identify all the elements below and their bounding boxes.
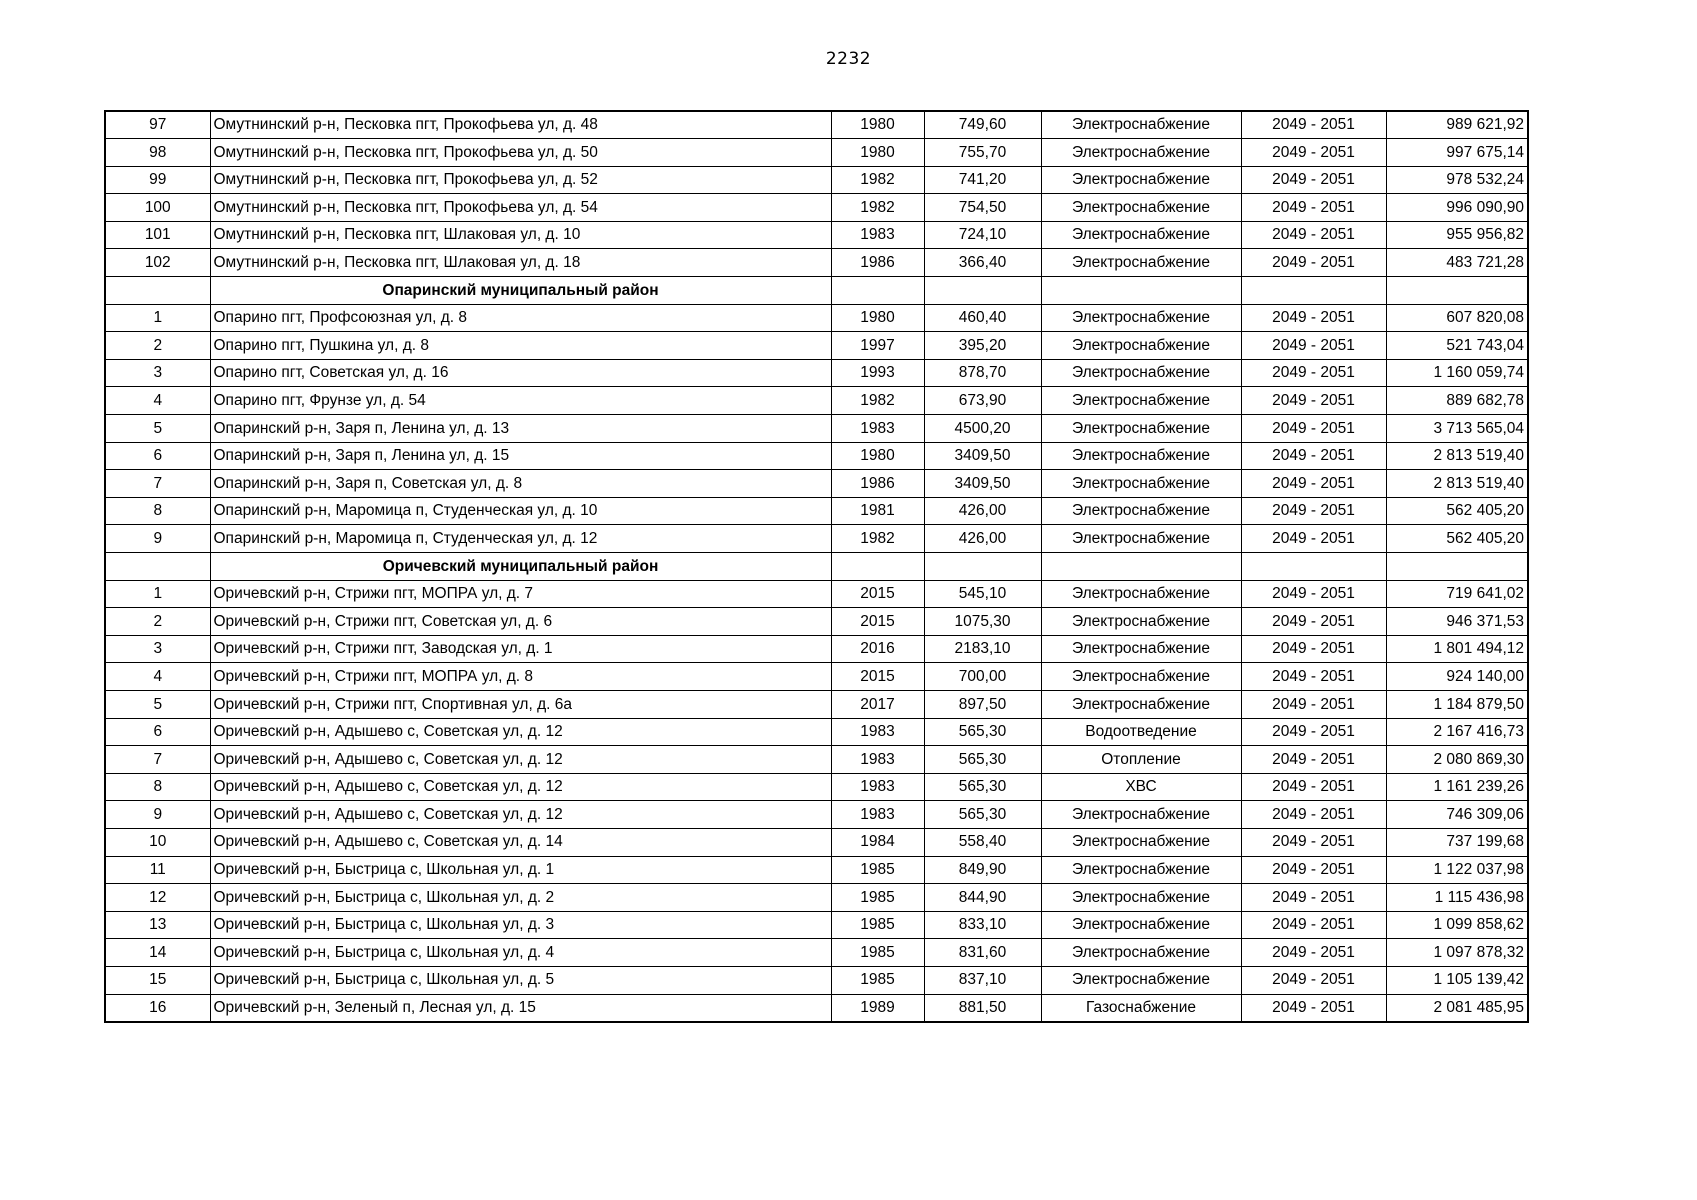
table-row [105, 249, 1528, 277]
work-type-cell: Электроснабжение [1041, 497, 1241, 525]
cost-cell: 1 097 878,32 [1386, 939, 1528, 967]
period-cell [1241, 553, 1386, 581]
cost-cell: 2 813 519,40 [1386, 470, 1528, 498]
row-number-cell: 1 [105, 304, 210, 332]
table-row [105, 415, 1528, 443]
year-built-cell: 1980 [831, 442, 924, 470]
area-cell: 881,50 [924, 994, 1041, 1022]
year-built-cell: 1982 [831, 525, 924, 553]
address-cell: Оричевский р-н, Стрижи пгт, Заводская ул, д. 1 [210, 635, 831, 663]
cost-cell: 562 405,20 [1386, 525, 1528, 553]
address-cell: Оричевский р-н, Быстрица с, Школьная ул, д. 5 [210, 966, 831, 994]
cost-cell: 737 199,68 [1386, 828, 1528, 856]
period-cell: 2049 - 2051 [1241, 194, 1386, 222]
area-cell: 558,40 [924, 828, 1041, 856]
work-type-cell: Электроснабжение [1041, 332, 1241, 360]
work-type-cell: Отопление [1041, 746, 1241, 774]
cost-cell: 996 090,90 [1386, 194, 1528, 222]
table-body [105, 111, 1528, 1022]
work-type-cell: Электроснабжение [1041, 635, 1241, 663]
address-cell: Опаринский р-н, Маромица п, Студенческая ул, д. 10 [210, 497, 831, 525]
cost-cell: 1 105 139,42 [1386, 966, 1528, 994]
table-row [105, 939, 1528, 967]
address-cell: Опарино пгт, Фрунзе ул, д. 54 [210, 387, 831, 415]
row-number-cell: 10 [105, 828, 210, 856]
cost-cell: 946 371,53 [1386, 608, 1528, 636]
address-cell: Оричевский р-н, Адышево с, Советская ул, д. 12 [210, 801, 831, 829]
work-type-cell: Электроснабжение [1041, 525, 1241, 553]
period-cell: 2049 - 2051 [1241, 746, 1386, 774]
table-row [105, 828, 1528, 856]
cost-cell: 2 080 869,30 [1386, 746, 1528, 774]
table-row [105, 525, 1528, 553]
address-cell: Оричевский р-н, Адышево с, Советская ул, д. 12 [210, 746, 831, 774]
row-number-cell: 6 [105, 718, 210, 746]
work-type-cell: Электроснабжение [1041, 249, 1241, 277]
address-cell: Оричевский р-н, Адышево с, Советская ул, д. 12 [210, 773, 831, 801]
row-number-cell: 13 [105, 911, 210, 939]
work-type-cell: Электроснабжение [1041, 359, 1241, 387]
year-built-cell: 1984 [831, 828, 924, 856]
address-cell: Опарино пгт, Советская ул, д. 16 [210, 359, 831, 387]
row-number-cell: 4 [105, 387, 210, 415]
row-number-cell: 9 [105, 525, 210, 553]
table-row [105, 359, 1528, 387]
period-cell: 2049 - 2051 [1241, 470, 1386, 498]
area-cell: 837,10 [924, 966, 1041, 994]
row-number-cell: 11 [105, 856, 210, 884]
cost-cell: 997 675,14 [1386, 139, 1528, 167]
year-built-cell: 1985 [831, 856, 924, 884]
work-type-cell: Электроснабжение [1041, 580, 1241, 608]
work-type-cell: Электроснабжение [1041, 166, 1241, 194]
cost-cell: 2 167 416,73 [1386, 718, 1528, 746]
row-number-cell: 8 [105, 773, 210, 801]
work-type-cell: Водоотведение [1041, 718, 1241, 746]
row-number-cell: 101 [105, 221, 210, 249]
period-cell: 2049 - 2051 [1241, 415, 1386, 443]
year-built-cell: 2016 [831, 635, 924, 663]
period-cell: 2049 - 2051 [1241, 442, 1386, 470]
table-row [105, 856, 1528, 884]
year-built-cell: 1981 [831, 497, 924, 525]
table-row [105, 139, 1528, 167]
row-number-cell: 97 [105, 111, 210, 139]
area-cell: 849,90 [924, 856, 1041, 884]
cost-cell: 1 801 494,12 [1386, 635, 1528, 663]
area-cell [924, 277, 1041, 305]
table-row [105, 635, 1528, 663]
year-built-cell: 1983 [831, 773, 924, 801]
address-cell: Оричевский р-н, Стрижи пгт, Советская ул, д. 6 [210, 608, 831, 636]
year-built-cell: 1986 [831, 249, 924, 277]
cost-cell: 746 309,06 [1386, 801, 1528, 829]
area-cell: 755,70 [924, 139, 1041, 167]
cost-cell: 1 160 059,74 [1386, 359, 1528, 387]
address-cell: Оричевский р-н, Быстрица с, Школьная ул, д. 3 [210, 911, 831, 939]
cost-cell: 3 713 565,04 [1386, 415, 1528, 443]
table-row [105, 470, 1528, 498]
table-row [105, 442, 1528, 470]
row-number-cell [105, 277, 210, 305]
cost-cell: 978 532,24 [1386, 166, 1528, 194]
table-row [105, 690, 1528, 718]
period-cell: 2049 - 2051 [1241, 966, 1386, 994]
area-cell: 878,70 [924, 359, 1041, 387]
work-type-cell: Электроснабжение [1041, 966, 1241, 994]
row-number-cell: 98 [105, 139, 210, 167]
area-cell: 426,00 [924, 525, 1041, 553]
period-cell: 2049 - 2051 [1241, 387, 1386, 415]
table-row [105, 663, 1528, 691]
area-cell: 545,10 [924, 580, 1041, 608]
row-number-cell: 9 [105, 801, 210, 829]
year-built-cell: 1985 [831, 966, 924, 994]
area-cell: 460,40 [924, 304, 1041, 332]
period-cell: 2049 - 2051 [1241, 663, 1386, 691]
period-cell: 2049 - 2051 [1241, 801, 1386, 829]
year-built-cell: 1980 [831, 111, 924, 139]
area-cell: 754,50 [924, 194, 1041, 222]
cost-cell: 2 813 519,40 [1386, 442, 1528, 470]
table-row [105, 221, 1528, 249]
work-type-cell: Электроснабжение [1041, 663, 1241, 691]
row-number-cell: 7 [105, 470, 210, 498]
work-type-cell [1041, 277, 1241, 305]
year-built-cell: 1982 [831, 194, 924, 222]
page-number: 2232 [825, 49, 872, 69]
cost-cell: 483 721,28 [1386, 249, 1528, 277]
year-built-cell: 1985 [831, 884, 924, 912]
row-number-cell: 6 [105, 442, 210, 470]
year-built-cell: 1985 [831, 939, 924, 967]
period-cell: 2049 - 2051 [1241, 635, 1386, 663]
cost-cell: 1 099 858,62 [1386, 911, 1528, 939]
work-type-cell: Электроснабжение [1041, 856, 1241, 884]
area-cell: 831,60 [924, 939, 1041, 967]
cost-cell: 1 122 037,98 [1386, 856, 1528, 884]
year-built-cell: 1983 [831, 221, 924, 249]
address-cell: Опаринский р-н, Заря п, Ленина ул, д. 13 [210, 415, 831, 443]
table-row [105, 911, 1528, 939]
area-cell: 724,10 [924, 221, 1041, 249]
row-number-cell: 3 [105, 635, 210, 663]
work-type-cell: Электроснабжение [1041, 801, 1241, 829]
period-cell: 2049 - 2051 [1241, 911, 1386, 939]
table-row [105, 166, 1528, 194]
area-cell: 844,90 [924, 884, 1041, 912]
work-type-cell: Электроснабжение [1041, 608, 1241, 636]
row-number-cell: 1 [105, 580, 210, 608]
table-row [105, 387, 1528, 415]
period-cell: 2049 - 2051 [1241, 690, 1386, 718]
cost-cell: 719 641,02 [1386, 580, 1528, 608]
area-cell: 3409,50 [924, 442, 1041, 470]
row-number-cell: 8 [105, 497, 210, 525]
period-cell: 2049 - 2051 [1241, 221, 1386, 249]
work-type-cell: Электроснабжение [1041, 194, 1241, 222]
row-number-cell: 100 [105, 194, 210, 222]
area-cell: 565,30 [924, 801, 1041, 829]
address-cell: Оричевский р-н, Быстрица с, Школьная ул, д. 4 [210, 939, 831, 967]
area-cell: 833,10 [924, 911, 1041, 939]
work-type-cell: Электроснабжение [1041, 221, 1241, 249]
section-header-row [105, 553, 1528, 581]
address-cell: Оричевский р-н, Быстрица с, Школьная ул, д. 2 [210, 884, 831, 912]
table-row [105, 966, 1528, 994]
repair-schedule-table [104, 110, 1529, 1023]
period-cell: 2049 - 2051 [1241, 994, 1386, 1022]
section-title-cell: Опаринский муниципальный район [210, 277, 831, 305]
address-cell: Опаринский р-н, Заря п, Советская ул, д. 8 [210, 470, 831, 498]
work-type-cell: Электроснабжение [1041, 828, 1241, 856]
year-built-cell: 2017 [831, 690, 924, 718]
year-built-cell: 1983 [831, 718, 924, 746]
address-cell: Оричевский р-н, Адышево с, Советская ул, д. 12 [210, 718, 831, 746]
year-built-cell: 1993 [831, 359, 924, 387]
work-type-cell: Электроснабжение [1041, 884, 1241, 912]
address-cell: Опарино пгт, Пушкина ул, д. 8 [210, 332, 831, 360]
period-cell: 2049 - 2051 [1241, 304, 1386, 332]
year-built-cell: 2015 [831, 608, 924, 636]
section-title-cell: Оричевский муниципальный район [210, 553, 831, 581]
row-number-cell: 5 [105, 690, 210, 718]
area-cell: 700,00 [924, 663, 1041, 691]
year-built-cell: 1980 [831, 139, 924, 167]
address-cell: Омутнинский р-н, Песковка пгт, Прокофьева ул, д. 52 [210, 166, 831, 194]
work-type-cell: Электроснабжение [1041, 470, 1241, 498]
address-cell: Оричевский р-н, Стрижи пгт, МОПРА ул, д. 8 [210, 663, 831, 691]
period-cell: 2049 - 2051 [1241, 359, 1386, 387]
period-cell: 2049 - 2051 [1241, 111, 1386, 139]
period-cell: 2049 - 2051 [1241, 773, 1386, 801]
row-number-cell: 3 [105, 359, 210, 387]
table-row [105, 580, 1528, 608]
period-cell: 2049 - 2051 [1241, 856, 1386, 884]
work-type-cell [1041, 553, 1241, 581]
year-built-cell: 1980 [831, 304, 924, 332]
period-cell: 2049 - 2051 [1241, 580, 1386, 608]
area-cell: 366,40 [924, 249, 1041, 277]
period-cell: 2049 - 2051 [1241, 884, 1386, 912]
address-cell: Оричевский р-н, Адышево с, Советская ул, д. 14 [210, 828, 831, 856]
work-type-cell: Электроснабжение [1041, 690, 1241, 718]
area-cell: 426,00 [924, 497, 1041, 525]
work-type-cell: Электроснабжение [1041, 304, 1241, 332]
cost-cell: 955 956,82 [1386, 221, 1528, 249]
row-number-cell: 102 [105, 249, 210, 277]
year-built-cell: 1986 [831, 470, 924, 498]
row-number-cell: 5 [105, 415, 210, 443]
period-cell: 2049 - 2051 [1241, 249, 1386, 277]
row-number-cell: 2 [105, 332, 210, 360]
year-built-cell [831, 553, 924, 581]
area-cell: 565,30 [924, 773, 1041, 801]
cost-cell [1386, 553, 1528, 581]
cost-cell: 889 682,78 [1386, 387, 1528, 415]
work-type-cell: Электроснабжение [1041, 911, 1241, 939]
area-cell: 741,20 [924, 166, 1041, 194]
row-number-cell [105, 553, 210, 581]
table-row [105, 608, 1528, 636]
address-cell: Омутнинский р-н, Песковка пгт, Прокофьева ул, д. 50 [210, 139, 831, 167]
year-built-cell: 1983 [831, 801, 924, 829]
area-cell: 673,90 [924, 387, 1041, 415]
year-built-cell: 1982 [831, 387, 924, 415]
row-number-cell: 7 [105, 746, 210, 774]
cost-cell [1386, 277, 1528, 305]
address-cell: Опарино пгт, Профсоюзная ул, д. 8 [210, 304, 831, 332]
period-cell: 2049 - 2051 [1241, 718, 1386, 746]
table-row [105, 801, 1528, 829]
year-built-cell: 1985 [831, 911, 924, 939]
table-row [105, 497, 1528, 525]
cost-cell: 1 115 436,98 [1386, 884, 1528, 912]
period-cell [1241, 277, 1386, 305]
address-cell: Оричевский р-н, Стрижи пгт, МОПРА ул, д. 7 [210, 580, 831, 608]
cost-cell: 1 161 239,26 [1386, 773, 1528, 801]
table-row [105, 773, 1528, 801]
cost-cell: 562 405,20 [1386, 497, 1528, 525]
row-number-cell: 14 [105, 939, 210, 967]
year-built-cell: 1989 [831, 994, 924, 1022]
row-number-cell: 15 [105, 966, 210, 994]
section-header-row [105, 277, 1528, 305]
area-cell: 565,30 [924, 718, 1041, 746]
period-cell: 2049 - 2051 [1241, 939, 1386, 967]
table-row [105, 994, 1528, 1022]
year-built-cell: 1983 [831, 415, 924, 443]
table-row [105, 884, 1528, 912]
address-cell: Опаринский р-н, Заря п, Ленина ул, д. 15 [210, 442, 831, 470]
area-cell: 4500,20 [924, 415, 1041, 443]
cost-cell: 2 081 485,95 [1386, 994, 1528, 1022]
work-type-cell: Электроснабжение [1041, 139, 1241, 167]
area-cell: 1075,30 [924, 608, 1041, 636]
table-row [105, 304, 1528, 332]
address-cell: Оричевский р-н, Зеленый п, Лесная ул, д. 15 [210, 994, 831, 1022]
cost-cell: 607 820,08 [1386, 304, 1528, 332]
row-number-cell: 12 [105, 884, 210, 912]
address-cell: Опаринский р-н, Маромица п, Студенческая ул, д. 12 [210, 525, 831, 553]
table-row [105, 332, 1528, 360]
period-cell: 2049 - 2051 [1241, 608, 1386, 636]
period-cell: 2049 - 2051 [1241, 497, 1386, 525]
year-built-cell: 1983 [831, 746, 924, 774]
address-cell: Омутнинский р-н, Песковка пгт, Шлаковая ул, д. 10 [210, 221, 831, 249]
work-type-cell: Электроснабжение [1041, 442, 1241, 470]
cost-cell: 989 621,92 [1386, 111, 1528, 139]
year-built-cell: 1982 [831, 166, 924, 194]
year-built-cell: 2015 [831, 580, 924, 608]
table-row [105, 111, 1528, 139]
area-cell: 565,30 [924, 746, 1041, 774]
address-cell: Оричевский р-н, Быстрица с, Школьная ул, д. 1 [210, 856, 831, 884]
work-type-cell: Газоснабжение [1041, 994, 1241, 1022]
work-type-cell: Электроснабжение [1041, 939, 1241, 967]
area-cell: 897,50 [924, 690, 1041, 718]
area-cell: 2183,10 [924, 635, 1041, 663]
address-cell: Оричевский р-н, Стрижи пгт, Спортивная ул, д. 6а [210, 690, 831, 718]
period-cell: 2049 - 2051 [1241, 139, 1386, 167]
address-cell: Омутнинский р-н, Песковка пгт, Прокофьева ул, д. 54 [210, 194, 831, 222]
cost-cell: 924 140,00 [1386, 663, 1528, 691]
period-cell: 2049 - 2051 [1241, 332, 1386, 360]
area-cell: 749,60 [924, 111, 1041, 139]
address-cell: Омутнинский р-н, Песковка пгт, Прокофьева ул, д. 48 [210, 111, 831, 139]
row-number-cell: 16 [105, 994, 210, 1022]
period-cell: 2049 - 2051 [1241, 525, 1386, 553]
table-row [105, 746, 1528, 774]
cost-cell: 1 184 879,50 [1386, 690, 1528, 718]
row-number-cell: 99 [105, 166, 210, 194]
year-built-cell: 1997 [831, 332, 924, 360]
area-cell [924, 553, 1041, 581]
work-type-cell: Электроснабжение [1041, 415, 1241, 443]
period-cell: 2049 - 2051 [1241, 166, 1386, 194]
area-cell: 3409,50 [924, 470, 1041, 498]
year-built-cell [831, 277, 924, 305]
area-cell: 395,20 [924, 332, 1041, 360]
cost-cell: 521 743,04 [1386, 332, 1528, 360]
work-type-cell: ХВС [1041, 773, 1241, 801]
table-row [105, 194, 1528, 222]
address-cell: Омутнинский р-н, Песковка пгт, Шлаковая ул, д. 18 [210, 249, 831, 277]
work-type-cell: Электроснабжение [1041, 387, 1241, 415]
work-type-cell: Электроснабжение [1041, 111, 1241, 139]
table-row [105, 718, 1528, 746]
row-number-cell: 2 [105, 608, 210, 636]
year-built-cell: 2015 [831, 663, 924, 691]
period-cell: 2049 - 2051 [1241, 828, 1386, 856]
row-number-cell: 4 [105, 663, 210, 691]
